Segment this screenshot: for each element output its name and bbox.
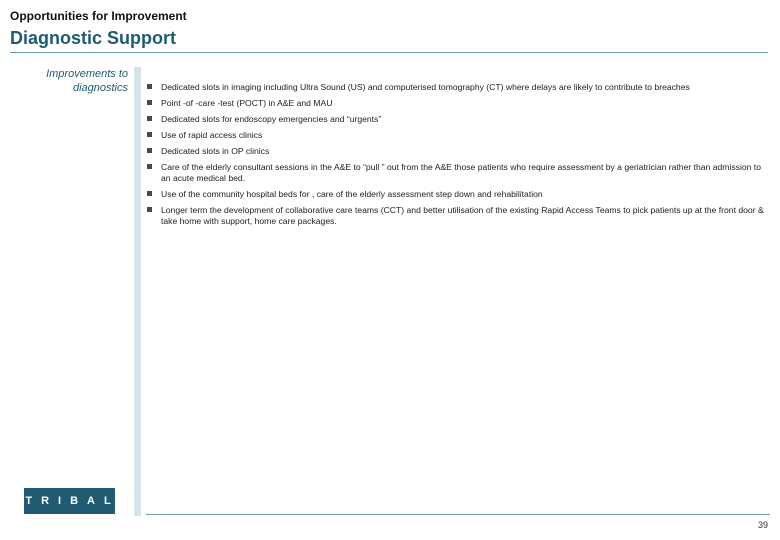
sidebar-label: Improvements to diagnostics (46, 68, 128, 94)
list-item-text: Dedicated slots in imaging including Ultra Sound (US) and computerised tomography (CT) where delays are likely to contribute to breaches (161, 82, 690, 92)
list-item-text: Use of rapid access clinics (161, 130, 263, 140)
list-item-text: Dedicated slots in OP clinics (161, 146, 270, 156)
square-bullet-icon (147, 84, 152, 89)
bullet-list (146, 82, 771, 232)
title-divider (10, 52, 768, 53)
list-item (146, 162, 771, 184)
square-bullet-icon (147, 132, 152, 137)
list-item (146, 98, 771, 109)
square-bullet-icon (147, 100, 152, 105)
list-item (146, 205, 771, 227)
list-item-text: Care of the elderly consultant sessions in the A&E to “pull ” out from the A&E those patients who require assessment by a geriatrician rather than admission to an acute medical bed. (161, 162, 761, 183)
list-item (146, 114, 771, 125)
list-item-text: Point -of -care -test (POCT) in A&E and MAU (161, 98, 333, 108)
tribal-logo: TRIBAL (24, 488, 115, 514)
list-item (146, 189, 771, 200)
page-title: Diagnostic Support (10, 28, 176, 48)
section-supertitle: Opportunities for Improvement (10, 9, 187, 23)
list-item-text: Longer term the development of collaborative care teams (CCT) and better utilisation of the existing Rapid Access Teams to pick patients up at the front door & take home with support, home care packages. (161, 205, 764, 226)
sidebar-accent-bar (134, 67, 141, 516)
square-bullet-icon (147, 116, 152, 121)
list-item-text: Use of the community hospital beds for , care of the elderly assessment step down and rehabilitation (161, 189, 543, 199)
list-item (146, 82, 771, 93)
footer-divider (146, 514, 770, 515)
square-bullet-icon (147, 207, 152, 212)
list-item-text: Dedicated slots for endoscopy emergencies and “urgents” (161, 114, 382, 124)
list-item (146, 130, 771, 141)
square-bullet-icon (147, 148, 152, 153)
page-number: 39 (757, 520, 768, 530)
square-bullet-icon (147, 191, 152, 196)
list-item (146, 146, 771, 157)
square-bullet-icon (147, 164, 152, 169)
